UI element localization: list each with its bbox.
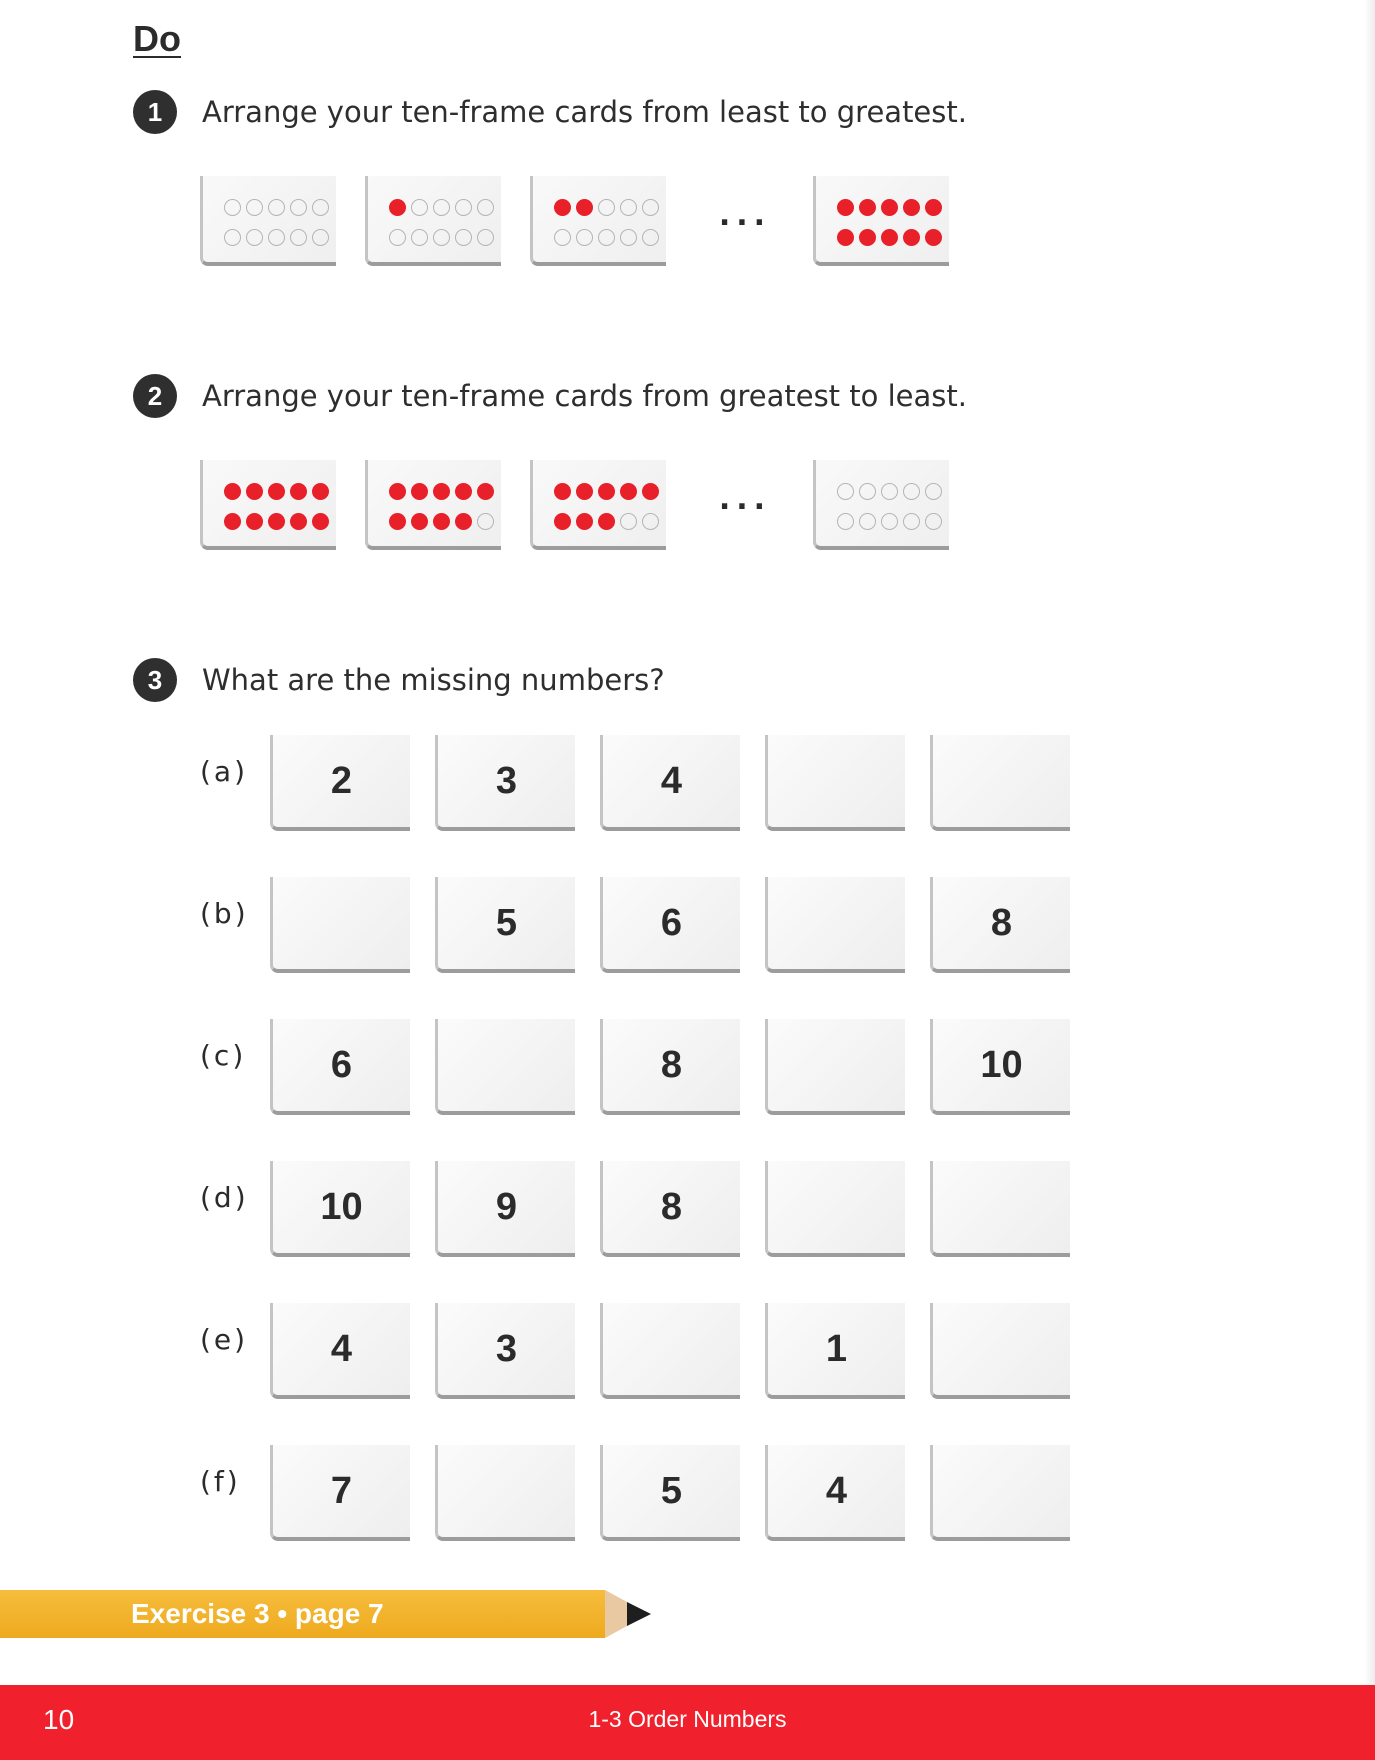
filled-dot: [881, 229, 898, 246]
filled-dot: [224, 513, 241, 530]
number-card[interactable]: [765, 1161, 905, 1257]
empty-dot: [576, 229, 593, 246]
filled-dot: [837, 229, 854, 246]
number-card[interactable]: 6: [270, 1019, 410, 1115]
empty-dot: [224, 199, 241, 216]
empty-dot: [268, 229, 285, 246]
number-card[interactable]: [270, 877, 410, 973]
empty-dot: [411, 199, 428, 216]
filled-dot: [433, 513, 450, 530]
chapter-title: 1-3 Order Numbers: [588, 1706, 787, 1732]
number-card[interactable]: 8: [930, 877, 1070, 973]
empty-dot: [433, 229, 450, 246]
ten-frame-card[interactable]: [365, 460, 501, 550]
empty-dot: [598, 199, 615, 216]
question-3: [133, 658, 665, 702]
number-card[interactable]: [435, 1019, 575, 1115]
filled-dot: [554, 199, 571, 216]
number-card[interactable]: [930, 1303, 1070, 1399]
empty-dot: [859, 513, 876, 530]
empty-dot: [455, 199, 472, 216]
empty-dot: [642, 199, 659, 216]
ten-frame-card[interactable]: [530, 176, 666, 266]
exercise-banner[interactable]: [0, 1590, 660, 1638]
number-row: [200, 1161, 1100, 1261]
number-card[interactable]: [765, 735, 905, 831]
filled-dot: [477, 483, 494, 500]
number-row: [200, 1019, 1100, 1119]
number-row: [200, 877, 1100, 977]
number-card[interactable]: 4: [270, 1303, 410, 1399]
empty-dot: [620, 229, 637, 246]
number-card[interactable]: 3: [435, 1303, 575, 1399]
number-card[interactable]: 2: [270, 735, 410, 831]
number-card[interactable]: 6: [600, 877, 740, 973]
filled-dot: [859, 199, 876, 216]
filled-dot: [389, 513, 406, 530]
filled-dot: [554, 513, 571, 530]
question-2: [133, 374, 967, 418]
number-card[interactable]: [930, 1445, 1070, 1541]
pencil-lead-icon: [627, 1602, 651, 1626]
empty-dot: [477, 199, 494, 216]
filled-dot: [903, 199, 920, 216]
row-label: (a): [200, 755, 249, 788]
row-label: (c): [200, 1039, 247, 1072]
filled-dot: [837, 199, 854, 216]
question-text: What are the missing numbers?: [202, 663, 665, 697]
ten-frame-card[interactable]: [200, 176, 336, 266]
filled-dot: [576, 483, 593, 500]
number-card[interactable]: [600, 1303, 740, 1399]
filled-dot: [246, 483, 263, 500]
empty-dot: [925, 483, 942, 500]
empty-dot: [455, 229, 472, 246]
number-row: [200, 1303, 1100, 1403]
empty-dot: [881, 513, 898, 530]
filled-dot: [925, 229, 942, 246]
empty-dot: [312, 229, 329, 246]
question-number-badge: 3: [133, 658, 177, 702]
ten-frame-card[interactable]: [200, 460, 336, 550]
empty-dot: [859, 483, 876, 500]
filled-dot: [411, 483, 428, 500]
ellipsis: ...: [718, 198, 772, 233]
empty-dot: [903, 483, 920, 500]
filled-dot: [903, 229, 920, 246]
number-card[interactable]: [930, 1161, 1070, 1257]
row-label: (f): [200, 1465, 241, 1498]
empty-dot: [837, 483, 854, 500]
filled-dot: [268, 513, 285, 530]
number-card[interactable]: [765, 1019, 905, 1115]
filled-dot: [554, 483, 571, 500]
empty-dot: [224, 229, 241, 246]
filled-dot: [433, 483, 450, 500]
filled-dot: [859, 229, 876, 246]
filled-dot: [881, 199, 898, 216]
section-heading: Do: [133, 18, 181, 59]
number-row: [200, 735, 1100, 835]
page-edge: [1365, 0, 1375, 1685]
empty-dot: [477, 513, 494, 530]
filled-dot: [290, 483, 307, 500]
filled-dot: [389, 199, 406, 216]
number-card[interactable]: 10: [930, 1019, 1070, 1115]
empty-dot: [290, 229, 307, 246]
ten-frame-card[interactable]: [813, 176, 949, 266]
filled-dot: [620, 483, 637, 500]
filled-dot: [642, 483, 659, 500]
empty-dot: [598, 229, 615, 246]
empty-dot: [477, 229, 494, 246]
page-number: 10: [43, 1704, 75, 1735]
number-card[interactable]: 1: [765, 1303, 905, 1399]
empty-dot: [925, 513, 942, 530]
filled-dot: [224, 483, 241, 500]
question-number-badge: 1: [133, 90, 177, 134]
filled-dot: [598, 513, 615, 530]
filled-dot: [455, 513, 472, 530]
number-card[interactable]: 3: [435, 735, 575, 831]
ten-frame-card[interactable]: [365, 176, 501, 266]
empty-dot: [389, 229, 406, 246]
empty-dot: [246, 229, 263, 246]
number-card[interactable]: 8: [600, 1019, 740, 1115]
ten-frame-card[interactable]: [813, 460, 949, 550]
number-card[interactable]: [930, 735, 1070, 831]
row-label: (e): [200, 1323, 249, 1356]
ellipsis: ...: [718, 482, 772, 517]
filled-dot: [925, 199, 942, 216]
number-card[interactable]: 7: [270, 1445, 410, 1541]
filled-dot: [290, 513, 307, 530]
number-card[interactable]: 5: [600, 1445, 740, 1541]
empty-dot: [554, 229, 571, 246]
number-card[interactable]: 8: [600, 1161, 740, 1257]
number-row: [200, 1445, 1100, 1545]
exercise-reference: Exercise 3 • page 7: [131, 1598, 384, 1629]
empty-dot: [312, 199, 329, 216]
empty-dot: [246, 199, 263, 216]
row-label: (d): [200, 1181, 249, 1214]
empty-dot: [433, 199, 450, 216]
number-card[interactable]: 4: [765, 1445, 905, 1541]
empty-dot: [268, 199, 285, 216]
empty-dot: [290, 199, 307, 216]
footer-bar: [0, 1685, 1375, 1760]
filled-dot: [598, 483, 615, 500]
filled-dot: [411, 513, 428, 530]
number-card[interactable]: [435, 1445, 575, 1541]
question-number-badge: 2: [133, 374, 177, 418]
number-card[interactable]: [765, 877, 905, 973]
empty-dot: [620, 199, 637, 216]
filled-dot: [312, 513, 329, 530]
empty-dot: [620, 513, 637, 530]
number-card[interactable]: 5: [435, 877, 575, 973]
empty-dot: [642, 513, 659, 530]
empty-dot: [903, 513, 920, 530]
empty-dot: [837, 513, 854, 530]
empty-dot: [411, 229, 428, 246]
filled-dot: [389, 483, 406, 500]
filled-dot: [576, 199, 593, 216]
number-card[interactable]: 9: [435, 1161, 575, 1257]
filled-dot: [576, 513, 593, 530]
filled-dot: [312, 483, 329, 500]
filled-dot: [268, 483, 285, 500]
question-text: Arrange your ten-frame cards from least to greatest.: [202, 95, 967, 129]
filled-dot: [246, 513, 263, 530]
empty-dot: [881, 483, 898, 500]
number-card[interactable]: 10: [270, 1161, 410, 1257]
empty-dot: [642, 229, 659, 246]
ten-frame-card[interactable]: [530, 460, 666, 550]
question-text: Arrange your ten-frame cards from greatest to least.: [202, 379, 967, 413]
number-card[interactable]: 4: [600, 735, 740, 831]
question-1: [133, 90, 967, 134]
row-label: (b): [200, 897, 249, 930]
filled-dot: [455, 483, 472, 500]
